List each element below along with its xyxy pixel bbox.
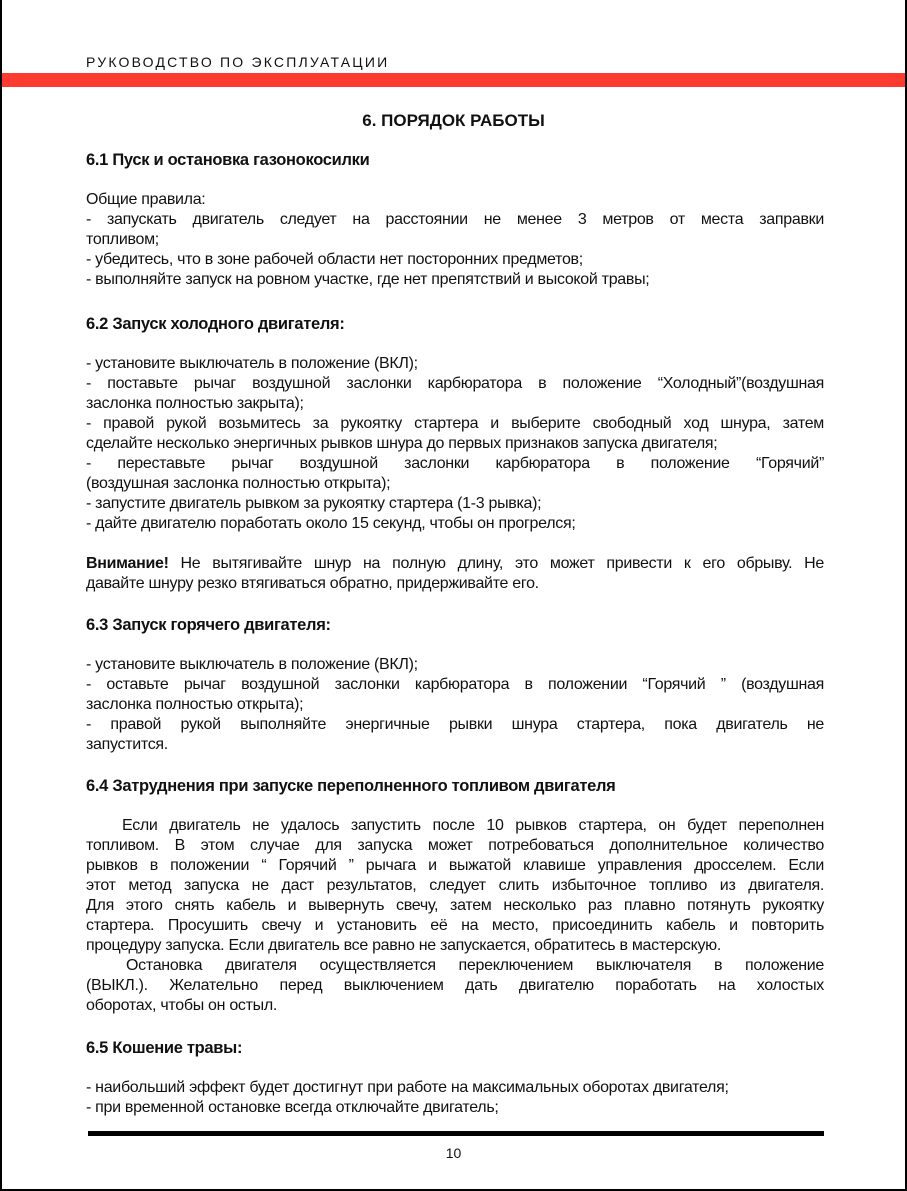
text-line: (воздушная заслонка полностью открыта); bbox=[86, 475, 391, 492]
section-heading: 6.5 Кошение травы: bbox=[86, 1039, 243, 1057]
chapter-title: 6. ПОРЯДОК РАБОТЫ bbox=[362, 111, 545, 130]
warning-text: Не вытягивайте шнур на полную длину, это может привести к его обрыву. Не bbox=[168, 555, 824, 572]
section-heading: 6.1 Пуск и остановка газонокосилки bbox=[86, 151, 370, 169]
section-heading: 6.3 Запуск горячего двигателя: bbox=[86, 616, 331, 634]
section-6-2 bbox=[86, 314, 824, 534]
text-line: заслонка полностью закрыта); bbox=[86, 395, 304, 412]
warning-line bbox=[86, 554, 824, 574]
warning-line bbox=[86, 574, 824, 594]
text-line: оборотах, чтобы он остыл. bbox=[86, 997, 278, 1014]
text-line: - при временной остановке всегда отключайте двигатель; bbox=[86, 1099, 499, 1116]
text-line: Общие правила: bbox=[86, 191, 206, 208]
section-heading: 6.2 Запуск холодного двигателя: bbox=[86, 315, 345, 333]
text-line: - поставьте рычаг воздушной заслонки карбюратора в положение “Холодный”(воздушная bbox=[86, 375, 824, 392]
text-line: этот метод запуска не даст результатов, следует слить избыточное топливо из двигателя. bbox=[86, 877, 824, 894]
text-line: топливом. В этом случае для запуска может потребоваться дополнительное количество bbox=[86, 837, 824, 854]
text-line: - запускать двигатель следует на расстоянии не менее 3 метров от места заправки bbox=[86, 211, 824, 228]
text-line: рывков в положении “ Горячий ” рычага и выжатой клавише управления дросселем. Если bbox=[86, 857, 824, 874]
spacer bbox=[86, 170, 824, 190]
text-line: - установите выключатель в положение (ВКЛ); bbox=[86, 656, 418, 673]
text-line: - наибольший эффект будет достигнут при работе на максимальных оборотах двигателя; bbox=[86, 1079, 729, 1096]
text-line: - правой рукой возьмитесь за рукоятку стартера и выберите свободный ход шнура, затем bbox=[86, 415, 824, 432]
section-6-4 bbox=[86, 776, 824, 1016]
text-line: - дайте двигателю поработать около 15 секунд, чтобы он прогрелся; bbox=[86, 515, 576, 532]
spacer bbox=[86, 334, 824, 354]
text-line: Для этого снять кабель и вывернуть свечу, затем несколько раз плавно потянуть рукоятку bbox=[86, 897, 824, 914]
section-6-1 bbox=[86, 150, 824, 290]
header-accent-bar bbox=[2, 73, 905, 87]
page-number: 10 bbox=[445, 1145, 462, 1161]
warning-label: Внимание! bbox=[86, 555, 169, 572]
warning-note bbox=[86, 554, 824, 594]
footer-rule bbox=[88, 1131, 824, 1136]
spacer bbox=[86, 796, 824, 816]
text-line: топливом; bbox=[86, 231, 159, 248]
text-line: - переставьте рычаг воздушной заслонки карбюратора в положение “Горячий” bbox=[86, 455, 824, 472]
text-line: процедуру запуска. Если двигатель все равно не запускается, обратитесь в мастерскую. bbox=[86, 937, 721, 954]
text-line: - убедитесь, что в зоне рабочей области нет посторонних предметов; bbox=[86, 251, 583, 268]
warning-text: давайте шнуру резко втягиваться обратно, придерживайте его. bbox=[86, 575, 539, 592]
text-line: Если двигатель не удалось запустить после 10 рывков стартера, он будет переполнен bbox=[122, 817, 824, 834]
text-line: - выполняйте запуск на ровном участке, где нет препятствий и высокой травы; bbox=[86, 271, 650, 288]
spacer bbox=[86, 1058, 824, 1078]
section-6-5 bbox=[86, 1038, 824, 1118]
text-line: (ВЫКЛ.). Желательно перед выключением дать двигателю поработать на холостых bbox=[86, 977, 824, 994]
text-line: - установите выключатель в положение (ВКЛ); bbox=[86, 355, 418, 372]
text-line: - оставьте рычаг воздушной заслонки карбюратора в положении “Горячий ” (воздушная bbox=[86, 676, 824, 693]
text-line: Остановка двигателя осуществляется переключением выключателя в положение bbox=[126, 957, 824, 974]
section-heading: 6.4 Затруднения при запуске переполненного топливом двигателя bbox=[86, 777, 616, 795]
text-line: - правой рукой выполняйте энергичные рывки шнура стартера, пока двигатель не bbox=[86, 716, 824, 733]
text-line: заслонка полностью открыта); bbox=[86, 696, 304, 713]
text-line: стартера. Просушить свечу и установить её на место, присоединить кабель и повторить bbox=[86, 917, 824, 934]
text-line: запустится. bbox=[86, 736, 168, 753]
spacer bbox=[86, 635, 824, 655]
text-line: - запустите двигатель рывком за рукоятку стартера (1-3 рывка); bbox=[86, 495, 542, 512]
text-line: сделайте несколько энергичных рывков шнура до первых признаков запуска двигателя; bbox=[86, 435, 718, 452]
running-header: РУКОВОДСТВО ПО ЭКСПЛУАТАЦИИ bbox=[86, 54, 390, 70]
section-6-3 bbox=[86, 615, 824, 755]
